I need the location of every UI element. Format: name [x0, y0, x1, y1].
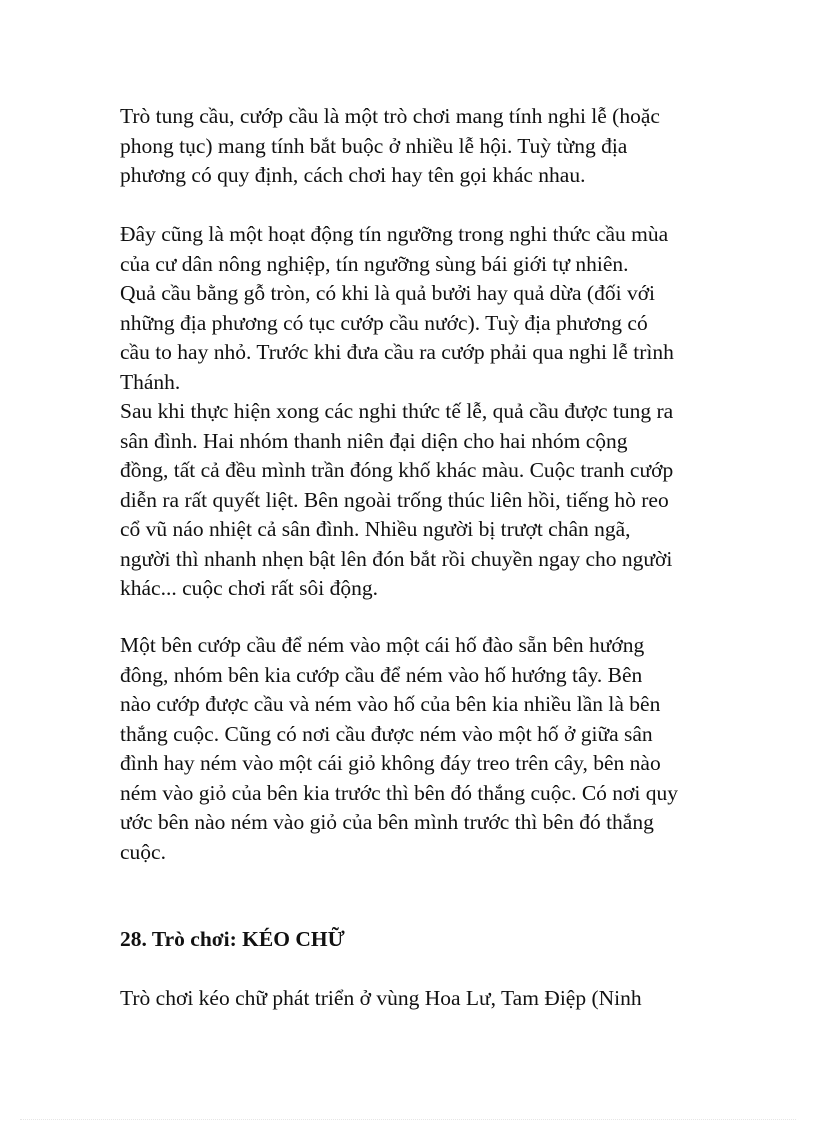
text-line: nào cướp được cầu và ném vào hố của bên kia nhiều lần là bên	[120, 692, 661, 716]
text-line: đình hay ném vào một cái giỏ không đáy treo trên cây, bên nào	[120, 751, 661, 775]
paragraph-3	[120, 631, 760, 867]
text-line: Trò chơi kéo chữ phát triển ở vùng Hoa Lư, Tam Điệp (Ninh	[120, 986, 642, 1010]
paragraph-2	[120, 220, 760, 604]
text-line: người thì nhanh nhẹn bật lên đón bắt rồi chuyền ngay cho người	[120, 546, 673, 571]
text-line: những địa phương có tục cướp cầu nước). Tuỳ địa phương có	[120, 310, 648, 335]
text-line: cổ vũ náo nhiệt cả sân đình. Nhiều người bị trượt chân ngã,	[120, 517, 631, 541]
text-line: đồng, tất cả đều mình trần đóng khố khác màu. Cuộc tranh cướp	[120, 458, 674, 482]
page-bottom-divider	[20, 1119, 796, 1120]
text-line: Quả cầu bằng gỗ tròn, có khi là quả bưởi hay quả dừa (đối với	[120, 281, 656, 305]
text-line: Sau khi thực hiện xong các nghi thức tế lễ, quả cầu được tung ra	[120, 399, 674, 423]
text-line: Trò tung cầu, cướp cầu là một trò chơi mang tính nghi lễ (hoặc	[120, 104, 660, 128]
section-intro	[120, 984, 760, 1014]
text-line: ném vào giỏ của bên kia trước thì bên đó thắng cuộc. Có nơi quy	[120, 780, 679, 805]
text-line: Đây cũng là một hoạt động tín ngưỡng trong nghi thức cầu mùa	[120, 222, 669, 246]
text-line: khác... cuộc chơi rất sôi động.	[120, 576, 378, 600]
text-line: cầu to hay nhỏ. Trước khi đưa cầu ra cướp phải qua nghi lễ trình	[120, 340, 674, 364]
text-line: phong tục) mang tính bắt buộc ở nhiều lễ hội. Tuỳ từng địa	[120, 133, 628, 158]
text-line: Một bên cướp cầu để ném vào một cái hố đào sẵn bên hướng	[120, 633, 645, 657]
text-line: thắng cuộc. Cũng có nơi cầu được ném vào một hố ở giữa sân	[120, 721, 653, 746]
section-heading-text: 28. Trò chơi: KÉO CHỮ	[120, 927, 345, 951]
paragraph-1	[120, 102, 760, 191]
text-line: ước bên nào ném vào giỏ của bên mình trước thì bên đó thắng	[120, 810, 654, 834]
text-line: diễn ra rất quyết liệt. Bên ngoài trống thúc liên hồi, tiếng hò reo	[120, 487, 669, 512]
text-line: cuộc.	[120, 839, 166, 864]
text-line: sân đình. Hai nhóm thanh niên đại diện cho hai nhóm cộng	[120, 428, 628, 453]
text-line: Thánh.	[120, 369, 181, 394]
text-line: của cư dân nông nghiệp, tín ngưỡng sùng bái giới tự nhiên.	[120, 251, 629, 276]
section-heading	[120, 925, 760, 955]
text-line: phương có quy định, cách chơi hay tên gọi khác nhau.	[120, 163, 586, 187]
text-line: đông, nhóm bên kia cướp cầu để ném vào hố hướng tây. Bên	[120, 662, 643, 687]
